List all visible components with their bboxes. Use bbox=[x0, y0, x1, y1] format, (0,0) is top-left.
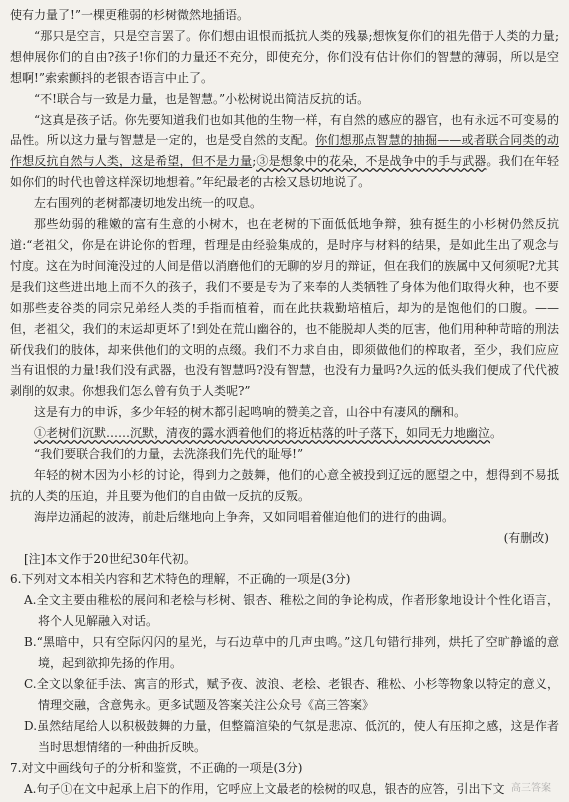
paragraph-6: 那些幼弱的稚嫩的富有生意的小树木，也在老树的下面低低地争辩，独有挺生的小杉树仍然反抗道:“老祖父，你是在讲论你的哲理，哲理是由经验集成的，是时序与材料的结果，是如此生出了观念与忖度。这在为时间淹没过的人间是借以消磨他们的无聊的岁月的辩证，但在我们的族属中又何须呢?尤其是我们这些进出地上而不久的孩子，我们不要是专为了来奉的人类牺牲了身体为他们取得火种，也不要如那些麦谷类的同宗兄弟经人类的手指而植着，而在此扶栽勤培植后，却为的是饱他们的口腹。——但，老祖父，我们的末运却更坏了!到处在荒山幽谷的，也不能脱却人类的厄害，他们用种种苛暗的刑法斫伐我们的肢体，却来供他们的文明的点缀。我们不力求自由，即须做他们的榨取者，至少，我们应应当有诅恨的力量!我们没有武器，也没有智慧吗?没有智慧，也没有力量吗?久远的低头我们便成了代代被剥削的奴隶。你想我们怎么曾有负于人类呢?” bbox=[10, 217, 559, 399]
question-6-option-c: C.全文以象征手法、寓言的形式，赋予夜、波浪、老桧、老银杏、稚松、小杉等物象以特定的意义，情理交融，含意隽永。更多试题及答案关注公众号《高三答案》 bbox=[24, 677, 559, 712]
paragraph-3: “不!联合与一致是力量，也是智慧。”小松树说出简洁反抗的话。 bbox=[34, 91, 370, 106]
question-6-stem: 6.下列对文本相关内容和艺术特色的理解，不正确的一项是(3分) bbox=[10, 572, 351, 587]
paragraph-5: 左右围列的老树都凄切地发出统一的叹息。 bbox=[34, 196, 263, 211]
paragraph-7: 这是有力的申诉，多少年轻的树木都引起鸣响的赞美之音，山谷中有凄风的酬和。 bbox=[34, 405, 467, 420]
underlined-sentence-2: 你们想那点智慧的抽掘——或者联合同类的动作想反抗自然与人类，这是希望，但不是力量 bbox=[10, 133, 559, 169]
paragraph-9: “我们要联合我们的力量，去洗涤我们先代的耻辱!” bbox=[34, 447, 304, 462]
watermark-logo: 高三答案 bbox=[511, 783, 551, 794]
paragraph-4-mid: ; bbox=[252, 154, 257, 169]
paragraph-8 bbox=[10, 423, 559, 444]
marked-sentence-1: ①老树们沉默……沉默，清夜的露水洒着他们的将近枯落的叶子落下，如同无力地幽泣 bbox=[34, 426, 491, 441]
question-7-option-a: A.句子①在文中起承上启下的作用，它呼应上文最老的桧树的叹息，银杏的应答，引出下文 bbox=[24, 781, 505, 796]
footnote: [注]本文作于20世纪30年代初。 bbox=[24, 551, 196, 566]
question-6-option-a: A.全文主要由稚松的展问和老桧与杉树、银杏、稚松之间的争论构成，作者形象地设计个性化语言，将个人见解融入对话。 bbox=[24, 593, 559, 629]
paragraph-1: 使有力量了!”一棵更稚弱的杉树微然地插语。 bbox=[10, 8, 249, 22]
paragraph-8-post: 。 bbox=[490, 426, 503, 441]
paragraph-4 bbox=[10, 110, 559, 194]
paragraph-11: 海岸边涌起的波涛，前赴后继地向上争奔，又如同唱着催迫他们的进行的曲调。 bbox=[34, 509, 455, 524]
paragraph-4-post: 。我们在年轻如你们的时代也曾这样深切地想着。”年纪最老的古桧又恳切地说了。 bbox=[10, 154, 559, 190]
question-7-stem: 7.对文中画线句子的分析和鉴赏，不正确的一项是(3分) bbox=[10, 760, 303, 775]
marked-sentence-3: ③是想象中的花朵，不是战争中的手与武器 bbox=[256, 154, 487, 169]
paragraph-10: 年轻的树木因为小杉的讨论，得到力之鼓舞，他们的心意全被投到辽远的愿望之中，想得到不易抵抗的人类的压迫，并且要为他们的自由做一反抗的反叛。 bbox=[10, 467, 559, 503]
paragraph-2: “那只是空言，只是空言罢了。你们想由诅恨而抵抗人类的残暴;想恢复你们的祖先借于人类的力量;想伸展你们的自由?孩子!你们的力量还不充分，即使充分，你们没有估计你们的智慧的薄弱，所以是空想啊!”索索颤抖的老银杏语言中止了。 bbox=[10, 28, 559, 85]
paragraph-4-pre: “这真是孩子话。你先要知道我们也如其他的生物一样，有自然的感应的器官，也有永远不可变易的品性。所以这力量与智慧是一定的，也是受自然的支配。 bbox=[10, 112, 559, 148]
question-6-option-d: D.虽然结尾给人以积极鼓舞的力量，但整篇渲染的气氛是悲凉、低沉的，使人有压抑之感，这是作者当时思想情绪的一种曲折反映。 bbox=[24, 718, 559, 754]
question-6-option-b: B.“黑暗中，只有空际闪闪的星光，与石边草中的几声虫鸣。”这几句错行排列，烘托了空旷静谧的意境，起到欲抑先扬的作用。 bbox=[24, 635, 559, 671]
source-note: (有删改) bbox=[503, 530, 549, 545]
